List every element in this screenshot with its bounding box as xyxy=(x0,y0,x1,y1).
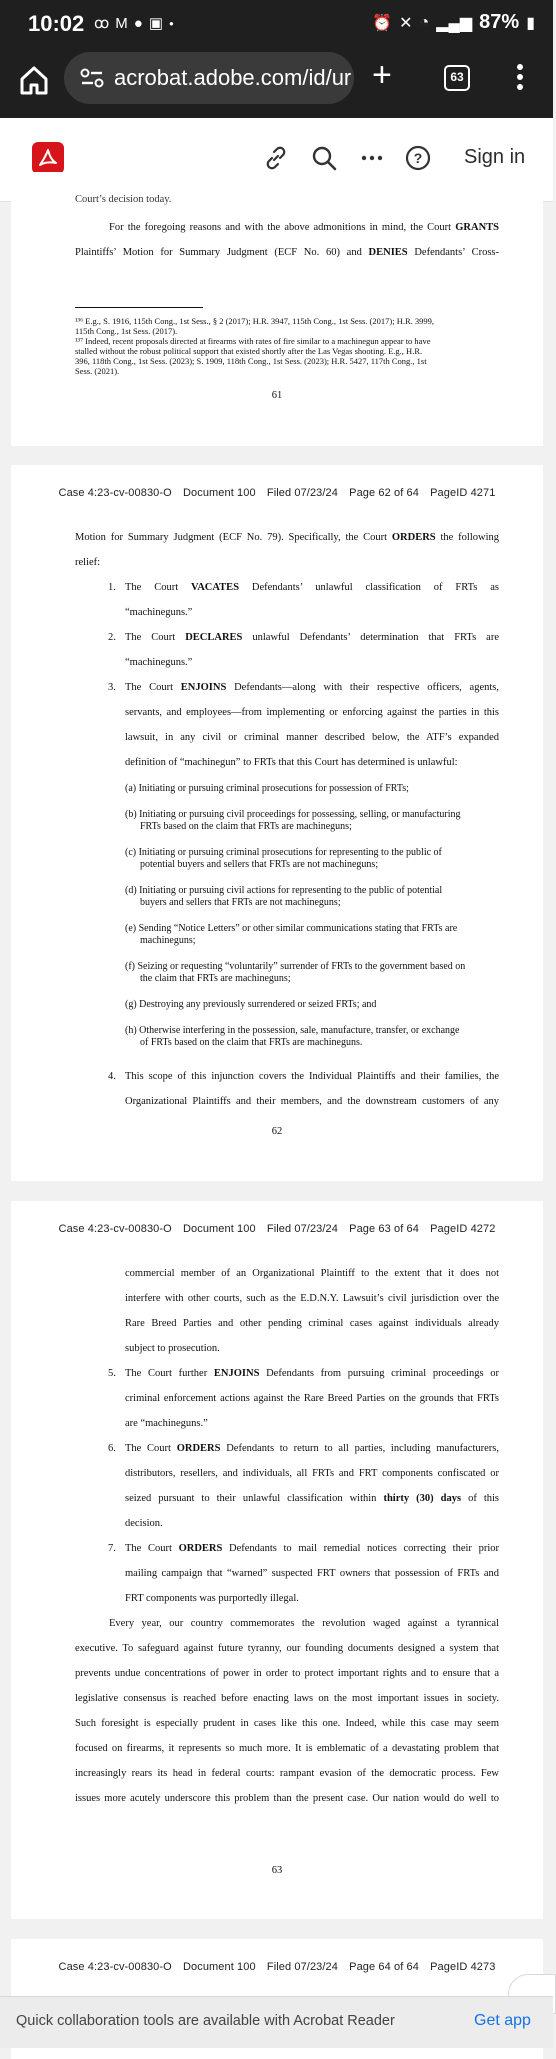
image-icon: ▣ xyxy=(148,15,164,32)
dot-icon: ● xyxy=(169,18,174,28)
footnote-137-line-1: ¹³⁷ Indeed, recent proposals directed at firearms with rates of fire similar to a machinegun appear to have xyxy=(75,336,431,346)
page-header xyxy=(11,1223,543,1235)
page-header xyxy=(11,487,543,499)
sub-item-b-line-1: (b) Initiating or pursuing civil proceedings for possessing, selling, or manufacturing xyxy=(125,809,461,820)
text-run: Defendants—along with their respective officers, agents, xyxy=(226,682,499,693)
text-run: The Court further xyxy=(125,1368,214,1379)
item-2-line-2: “machineguns.” xyxy=(125,657,193,668)
intro-line-2: relief: xyxy=(75,557,101,568)
text-run: unlawful Defendants’ determination that FRTs are xyxy=(242,632,499,643)
text-run: Motion for Summary Judgment (ECF No. 79). Specifically, the Court xyxy=(75,532,392,543)
item-7-line-2: mailing campaign that “warned” suspected FRT owners that possession of FRTs and xyxy=(125,1568,499,1579)
item-6-line-2: distributors, resellers, and individuals, all FRTs and FRT components confiscated or xyxy=(125,1468,499,1479)
bold-run: ENJOINS xyxy=(180,682,227,693)
sub-item-b-line-2: FRTs based on the claim that FRTs are machineguns; xyxy=(140,821,352,832)
item-4-line-1: This scope of this injunction covers the Individual Plaintiffs and their families, the xyxy=(125,1071,499,1082)
closing-para-line-5: Such foresight is especially prudent in cases like this one. Indeed, while this case may seem xyxy=(75,1718,499,1729)
footnote-136-line-1: ¹³⁶ E.g., S. 1916, 115th Cong., 1st Sess., § 2 (2017); H.R. 3947, 115th Cong., 1st Sess. (2017); H.R. 3999, xyxy=(75,316,435,326)
mute-icon: ✕ xyxy=(399,14,413,32)
filed-date: Filed 07/23/24 xyxy=(266,1223,338,1235)
footnote-136-line-2: 115th Cong., 1st Sess. (2017). xyxy=(75,326,178,336)
bold-run: thirty (30) days xyxy=(383,1493,462,1504)
url-text[interactable]: acrobat.adobe.com/id/ur xyxy=(114,65,352,90)
continued-line-4: subject to prosecution. xyxy=(125,1343,220,1354)
footnote-137-line-4: Sess. (2021). xyxy=(75,366,120,376)
item-number: 3. xyxy=(108,682,116,693)
bold-run: ORDERS xyxy=(178,1543,223,1554)
closing-para-line-6: focused on firearms, it represents so much more. It is emblematic of a devastating problem that xyxy=(75,1743,499,1754)
document-number: Document 100 xyxy=(182,1961,256,1973)
case-number: Case 4:23-cv-00830-O xyxy=(58,1223,172,1235)
text-run: Plaintiffs’ Motion for Summary Judgment (ECF No. 60) and xyxy=(75,247,369,258)
page-number: 62 xyxy=(271,1126,283,1137)
item-7-line-3: FRT components was purportedly illegal. xyxy=(125,1593,299,1604)
browser-toolbar xyxy=(0,48,553,118)
notification-icons xyxy=(94,14,174,32)
banner-message: Quick collaboration tools are available with Acrobat Reader xyxy=(16,2013,395,2029)
page-count: Page 64 of 64 xyxy=(349,1961,419,1973)
item-number: 6. xyxy=(108,1443,116,1454)
sub-item-c-line-1: (c) Initiating or pursuing criminal prosecutions for representing to the public of xyxy=(125,847,442,858)
closing-para-line-2: executive. To safeguard against future tyranny, our founding documents designed a system that xyxy=(75,1643,499,1654)
sub-item-f-line-1: (f) Seizing or requesting “voluntarily” surrender of FRTs to the government based on xyxy=(125,961,466,972)
sign-in-link[interactable]: Sign in xyxy=(464,146,526,168)
sub-item-f-line-2: the claim that FRTs are machineguns; xyxy=(140,973,291,984)
item-1-line-1 xyxy=(125,575,499,600)
footnote-137-line-3: 396, 118th Cong., 1st Sess. (2023); S. 1909, 118th Cong., 1st Sess. (2023); H.R. 5427, 117th Cong., 1st xyxy=(75,356,427,366)
site-settings-icon[interactable] xyxy=(80,67,104,89)
more-options-icon[interactable] xyxy=(358,144,386,172)
voicemail-icon: ꝏ xyxy=(94,15,110,32)
bold-run: ORDERS xyxy=(176,1443,221,1454)
page-id: PageID 4272 xyxy=(430,1223,496,1235)
bold-run: GRANTS xyxy=(455,222,499,233)
closing-para-line-7: increasingly rears its head in federal courts: rampant evasion of the democratic process. Few xyxy=(75,1768,499,1779)
item-3-line-1 xyxy=(125,675,499,700)
link-icon[interactable] xyxy=(262,144,290,172)
page-61-para-line-1 xyxy=(109,215,499,240)
status-time: 10:02 xyxy=(28,11,85,36)
sub-item-e-line-2: machineguns; xyxy=(140,935,196,946)
closing-para-line-4: legislative consensus is reached before enacting laws on the most important issues in society. xyxy=(75,1693,499,1704)
text-run: the following xyxy=(435,532,499,543)
sub-item-c-line-2: potential buyers and sellers that FRTs are not machineguns; xyxy=(140,859,379,870)
acrobat-logo[interactable] xyxy=(32,142,64,174)
bold-run: DENIES xyxy=(368,247,408,258)
item-5-line-3: are “machineguns.” xyxy=(125,1418,208,1429)
page-61-top-fragment: Court’s decision today. xyxy=(75,194,172,205)
text-run: The Court xyxy=(125,1543,179,1554)
item-6-line-4: decision. xyxy=(125,1518,163,1529)
signal-icon: ▂▄▆ xyxy=(436,14,473,32)
text-run: The Court xyxy=(125,632,186,643)
text-run: Defendants’ Cross- xyxy=(407,247,499,258)
bold-run: ENJOINS xyxy=(213,1368,260,1379)
continued-line-3: Rare Breed Parties and other pending criminal cases against individuals already xyxy=(125,1318,499,1329)
alarm-icon: ⏰ xyxy=(372,14,393,32)
item-1-line-2: “machineguns.” xyxy=(125,607,193,618)
address-bar[interactable] xyxy=(64,52,354,104)
sub-item-g: (g) Destroying any previously surrendered or seized FRTs; and xyxy=(125,999,377,1010)
system-icons xyxy=(372,11,535,34)
document-viewer[interactable] xyxy=(0,194,553,2014)
text-run: Defendants to return to all parties, including manufacturers, xyxy=(220,1443,500,1454)
text-run: of this xyxy=(461,1493,500,1504)
pdf-page-62 xyxy=(11,465,543,1181)
text-run: seized pursuant to their unlawful classification within xyxy=(125,1493,384,1504)
search-icon[interactable] xyxy=(310,144,338,172)
closing-para-line-1: Every year, our country commemorates the revolution waged against a tyrannical xyxy=(109,1618,499,1629)
tab-switcher-button[interactable]: 63 xyxy=(444,65,470,91)
item-6-line-3 xyxy=(125,1486,499,1511)
sub-item-a: (a) Initiating or pursuing criminal prosecutions for possession of FRTs; xyxy=(125,783,409,794)
get-app-banner xyxy=(0,1996,553,2048)
text-run: For the foregoing reasons and with the above admonitions in mind, the Court xyxy=(109,222,456,233)
pdf-page-63 xyxy=(11,1201,543,1919)
page-id: PageID 4271 xyxy=(430,487,496,499)
page-count: Page 62 of 64 xyxy=(349,487,419,499)
item-3-line-4: definition of “machinegun” to FRTs that this Court has determined is unlawful: xyxy=(125,757,458,768)
case-number: Case 4:23-cv-00830-O xyxy=(58,1961,172,1973)
item-number: 7. xyxy=(108,1543,116,1554)
item-6-line-1 xyxy=(125,1436,499,1461)
document-number: Document 100 xyxy=(182,1223,256,1235)
text-run: Defendants from pursuing criminal proceedings or xyxy=(259,1368,499,1379)
item-number: 2. xyxy=(108,632,116,643)
acrobat-logo-icon xyxy=(37,147,59,169)
sub-item-d-line-2: buyers and sellers that FRTs are not machineguns; xyxy=(140,897,341,908)
page-61-para-line-2 xyxy=(75,240,499,265)
item-3-line-3: lawsuit, in any civil or criminal manner described below, the ATF’s expanded xyxy=(125,732,499,743)
new-tab-button[interactable]: + xyxy=(372,56,392,94)
sub-item-h-line-2: of FRTs based on the claim that FRTs are machineguns. xyxy=(140,1037,363,1048)
text-run: Defendants’ unlawful classification of FRTs as xyxy=(239,582,499,593)
intro-line-1 xyxy=(75,525,499,550)
sub-item-d-line-1: (d) Initiating or pursuing civil actions for representing to the public of potential xyxy=(125,885,443,896)
text-run: The Court xyxy=(125,582,191,593)
browser-menu-button[interactable] xyxy=(512,64,528,94)
sub-item-h-line-1: (h) Otherwise interfering in the possession, sale, manufacture, transfer, or exchange xyxy=(125,1025,460,1036)
item-number: 1. xyxy=(108,582,116,593)
item-3-line-2: servants, and employees—from implementing or enforcing against the parties in this xyxy=(125,707,499,718)
item-number: 4. xyxy=(108,1071,116,1082)
footnote-rule xyxy=(75,307,203,308)
document-number: Document 100 xyxy=(182,487,256,499)
bold-run: VACATES xyxy=(190,582,240,593)
continued-line-2: interfere with other courts, such as the E.D.N.Y. Lawsuit’s civil jurisdiction over the xyxy=(125,1293,499,1304)
page-count: Page 63 of 64 xyxy=(349,1223,419,1235)
footnote-137-line-2: stalled without the robust political support that existed shortly after the Las Vegas shooting. E.g., H.R. xyxy=(75,346,423,356)
text-run: The Court xyxy=(125,682,181,693)
bold-run: ORDERS xyxy=(391,532,436,543)
svg-text:?: ? xyxy=(413,150,423,166)
status-bar xyxy=(0,0,553,48)
chat-icon: ● xyxy=(133,14,143,32)
sub-item-e-line-1: (e) Sending “Notice Letters” or other similar communications stating that FRTs are xyxy=(125,923,458,934)
item-2-line-1 xyxy=(125,625,499,650)
text-run: The Court xyxy=(125,1443,177,1454)
page-header xyxy=(11,1961,543,1973)
case-number: Case 4:23-cv-00830-O xyxy=(58,487,172,499)
page-number: 61 xyxy=(271,390,283,401)
filed-date: Filed 07/23/24 xyxy=(266,1961,338,1973)
battery-icon: ▮ xyxy=(526,14,535,32)
item-4-line-2: Organizational Plaintiffs and their members, and the downstream customers of any xyxy=(125,1096,499,1107)
continued-line-1: commercial member of an Organizational Plaintiff to the extent that it does not xyxy=(125,1268,499,1279)
battery-level: 87% xyxy=(479,11,520,33)
item-7-line-1 xyxy=(125,1536,499,1561)
bold-run: DECLARES xyxy=(185,632,243,643)
closing-para-line-8: issues more acutely underscore this problem than the present case. Our nation would do well to xyxy=(75,1793,499,1804)
text-run: Defendants to mail remedial notices correcting their prior xyxy=(222,1543,499,1554)
item-number: 5. xyxy=(108,1368,116,1379)
get-app-button[interactable]: Get app xyxy=(474,2012,531,2029)
item-5-line-2: criminal enforcement actions against the Rare Breed Parties on the grounds that FRTs xyxy=(125,1393,499,1404)
pdf-page-61 xyxy=(11,172,543,446)
help-icon[interactable] xyxy=(404,144,432,172)
filed-date: Filed 07/23/24 xyxy=(266,487,338,499)
wifi-icon: ◔ xyxy=(419,13,430,31)
gmail-icon: M xyxy=(115,14,128,32)
home-icon[interactable] xyxy=(16,62,52,98)
closing-para-line-3: prevents undue concentrations of power in order to protect important rights and to ensure that a xyxy=(75,1668,499,1679)
page-number: 63 xyxy=(271,1865,283,1876)
item-5-line-1 xyxy=(125,1361,499,1386)
page-id: PageID 4273 xyxy=(430,1961,496,1973)
